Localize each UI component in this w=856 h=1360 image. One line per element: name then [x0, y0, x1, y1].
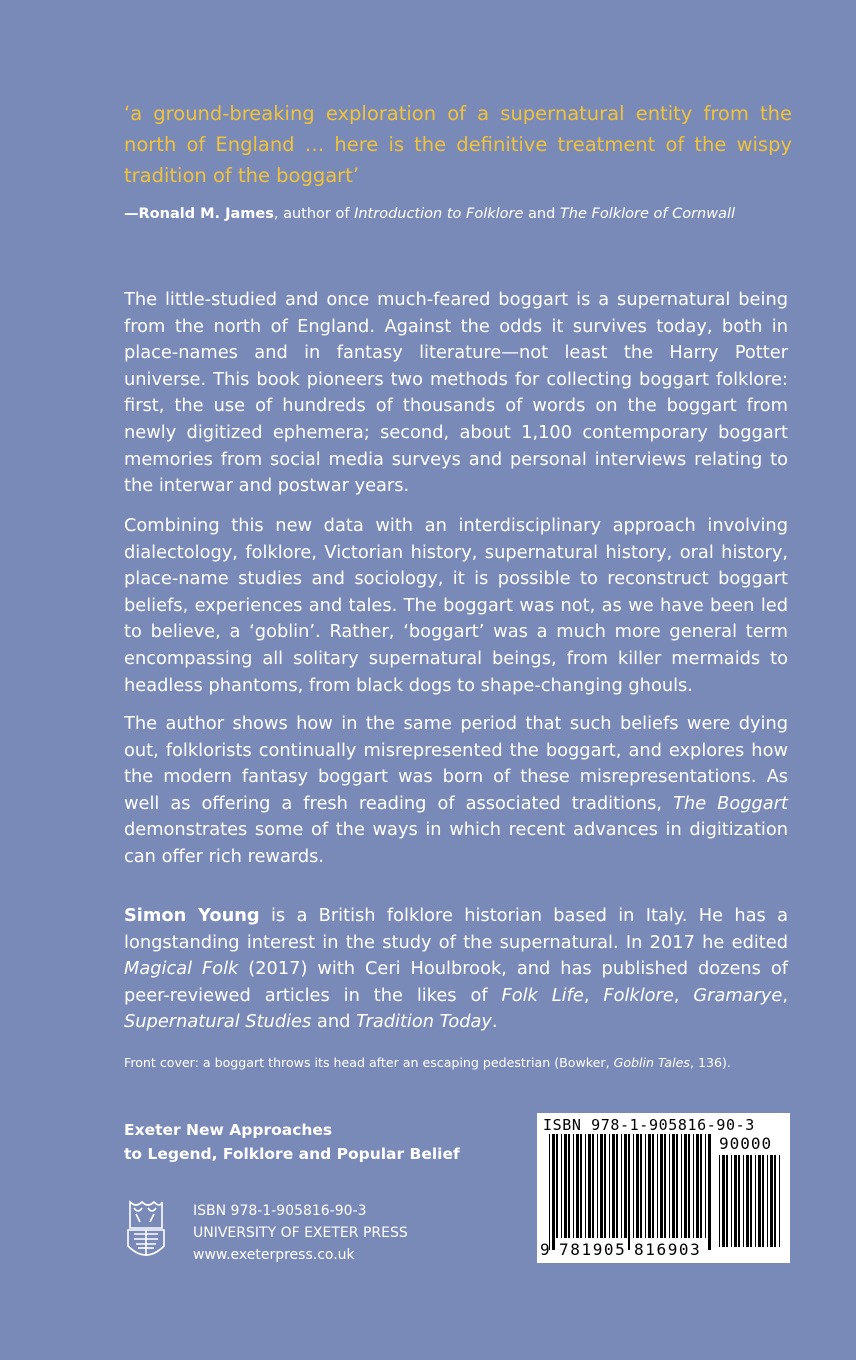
barcode-bar [734, 1155, 737, 1247]
caption-text-b: , 136). [689, 1055, 731, 1070]
barcode-bar [657, 1134, 658, 1238]
barcode-bar [758, 1155, 761, 1247]
barcode-bar [660, 1134, 663, 1238]
barcode-bar [755, 1155, 756, 1247]
publisher-name: UNIVERSITY OF EXETER PRESS [193, 1225, 408, 1241]
publisher-isbn: ISBN 978-1-905816-90-3 [193, 1203, 367, 1219]
barcode-bar [708, 1134, 711, 1250]
barcode-bar [628, 1134, 630, 1250]
barcode-bar [750, 1155, 752, 1247]
series-line-1: Exeter New Approaches [124, 1121, 333, 1139]
description-paragraph-1: The little-studied and once much-feared boggart is a supernatural being from the north of England. Against the odds it survives today, both in place-names and in fantasy literature—not least the Harry Potter universe. This book pioneers two methods for collecting boggart folklore: first, the use of hundreds of thousands of words on the boggart from newly digitized ephemera; second, about 1,100 contemporary boggart memories from social media surveys and personal interviews relating to the interwar and postwar years. [124, 289, 788, 497]
barcode-bar [556, 1134, 558, 1238]
barcode-bar [609, 1134, 610, 1238]
barcode-bar [616, 1134, 618, 1238]
barcode-bar [696, 1134, 699, 1238]
journal-3: Gramarye [693, 984, 783, 1006]
barcode-bar [779, 1155, 780, 1247]
barcode-bar [624, 1134, 627, 1238]
barcode-bar [604, 1134, 606, 1238]
barcode-bar [573, 1134, 574, 1238]
series-title [124, 1118, 460, 1166]
barcode-bar [597, 1134, 598, 1238]
attribution-book2: The Folklore of Cornwall [559, 206, 736, 222]
description-paragraph-2: Combining this new data with an interdisciplinary approach involving dialectology, folklore, Victorian history, supernatural history, oral history, place-name studies and sociology, it is possible to reconstruct boggart beliefs, experiences and tales. The boggart was not, as we have been led to believe, a ‘goblin’. Rather, ‘boggart’ was a much more general term encompassing all solitary supernatural beings, from killer mermaids to headless phantoms, from black dogs to shape-changing ghouls. [124, 515, 788, 696]
description-paragraph-3 [124, 711, 788, 871]
barcode-bar [731, 1155, 732, 1247]
barcode-bar [633, 1134, 634, 1238]
caption-text-a: Front cover: a boggart throws its head after an escaping pedestrian (Bowker, [124, 1055, 614, 1070]
barcode-bar [645, 1134, 646, 1238]
barcode-bar [564, 1134, 567, 1238]
barcode-bar [722, 1155, 725, 1247]
barcode-digits-right: 816903 [634, 1240, 702, 1259]
barcode-bar [746, 1155, 749, 1247]
p3-book-title: The Boggart [673, 792, 788, 814]
journal-2: Folklore [603, 984, 674, 1006]
barcode-bar [585, 1134, 586, 1238]
barcode-bar [580, 1134, 582, 1238]
bio-and: and [311, 1011, 357, 1033]
barcode-bar [726, 1155, 728, 1247]
barcode-bar [762, 1155, 764, 1247]
barcode-bar [648, 1134, 651, 1238]
barcode-bar [588, 1134, 591, 1238]
barcode-bar [600, 1134, 603, 1238]
barcode-bar [576, 1134, 579, 1238]
attribution-and: and [523, 206, 560, 222]
barcode-bar [552, 1134, 555, 1250]
publisher-info [193, 1200, 408, 1266]
attribution-book1: Introduction to Folklore [354, 206, 524, 222]
publisher-crest-icon [124, 1198, 166, 1268]
barcode-bar [738, 1155, 740, 1247]
addon-bars [719, 1155, 783, 1250]
barcode-bar [640, 1134, 642, 1238]
cover-caption [124, 1054, 792, 1072]
barcode-digit-first: 9 [540, 1240, 550, 1259]
barcode-bar [592, 1134, 594, 1238]
barcode-bar [688, 1134, 690, 1238]
barcode-bar [681, 1134, 682, 1238]
attribution-mid: , author of [273, 206, 355, 222]
p3-text-a: The author shows how in the same period that such beliefs were dying out, folklorists continually misrepresented the boggart, and explores how the modern fantasy boggart was born of these misrepresentations. As well as offering a fresh reading of associated traditions, [124, 713, 788, 814]
author-bio [124, 903, 788, 1036]
attribution-name: Ronald M. James [138, 206, 274, 222]
barcode-bar [684, 1134, 687, 1238]
barcode-bar [693, 1134, 694, 1238]
barcode-bar [612, 1134, 615, 1238]
bio-text-1: is a British folklore historian based in Italy. He has a longstanding interest in the study of the supernatural. In 2017 he edited [124, 905, 788, 953]
barcode-bar [743, 1155, 744, 1247]
barcode-bar [549, 1134, 550, 1250]
bio-book: Magical Folk [124, 958, 239, 980]
journal-5: Tradition Today [356, 1011, 492, 1033]
barcode-digits-left: 781905 [559, 1240, 627, 1259]
blurb-attribution [124, 203, 792, 225]
journal-1: Folk Life [501, 984, 584, 1006]
barcode-bar [719, 1155, 720, 1247]
bio-sep-2: , [673, 984, 694, 1006]
barcode-bar [669, 1134, 670, 1238]
barcode-bar [774, 1155, 776, 1247]
barcode-bar [700, 1134, 702, 1238]
caption-title: Goblin Tales [613, 1055, 690, 1070]
barcode-bar [676, 1134, 678, 1238]
bio-sep-3: , [782, 984, 788, 1006]
p3-text-b: demonstrates some of the ways in which recent advances in digitization can offer rich rewards. [124, 819, 788, 867]
barcode-bar [652, 1134, 654, 1238]
bio-text-2: (2017) with Ceri Houlbrook, and has published dozens of peer-reviewed articles in the likes of [124, 958, 788, 1006]
blurb-quote: ‘a ground-breaking exploration of a supernatural entity from the north of England … here is the definitive treatment of the wispy tradition of the boggart’ [124, 102, 792, 187]
barcode-bar [621, 1134, 622, 1238]
bio-end: . [491, 1011, 498, 1033]
bio-sep-1: , [583, 984, 604, 1006]
ean13-bars [549, 1134, 713, 1252]
series-line-2: to Legend, Folklore and Popular Belief [124, 1145, 460, 1163]
barcode-bar [767, 1155, 768, 1247]
barcode-isbn-label: ISBN 978-1-905816-90-3 [543, 1116, 755, 1134]
barcode-bar [636, 1134, 639, 1238]
barcode-bar [672, 1134, 675, 1238]
barcode-bar [568, 1134, 570, 1238]
barcode-bar [561, 1134, 562, 1238]
attribution-dash: — [124, 206, 139, 222]
journal-4: Supernatural Studies [124, 1011, 312, 1033]
barcode-bar [664, 1134, 666, 1238]
barcode-price-code: 90000 [719, 1134, 773, 1153]
barcode-bar [770, 1155, 773, 1247]
publisher-url: www.exeterpress.co.uk [193, 1247, 355, 1263]
barcode-bar [705, 1134, 706, 1238]
isbn-barcode [537, 1113, 790, 1263]
author-name: Simon Young [124, 905, 260, 926]
